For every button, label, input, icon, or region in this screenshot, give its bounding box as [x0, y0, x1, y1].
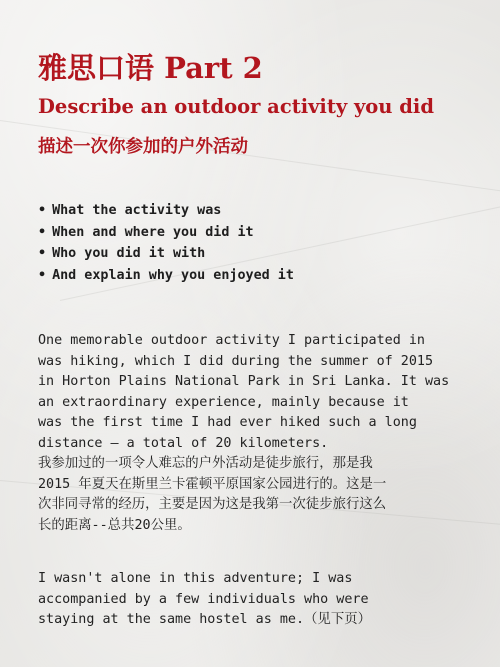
paragraph-line: distance – a total of 20 kilometers.	[38, 435, 329, 451]
bullet-icon: •	[38, 224, 47, 240]
topic-english: Describe an outdoor activity you did	[38, 95, 434, 118]
cue-card-item: • When and where you did it	[38, 224, 254, 240]
cue-card-item: • Who you did it with	[38, 246, 206, 261]
paragraph-line: 2015 年夏天在斯里兰卡霍顿平原国家公园进行的。这是一	[38, 476, 387, 492]
paragraph-line: I wasn't alone in this adventure; I was	[38, 571, 353, 586]
answer-paragraph-1	[38, 331, 468, 536]
paragraph-line: One memorable outdoor activity I participated in	[38, 333, 425, 348]
paragraph-line: was the first time I had ever hiked such a long	[38, 415, 417, 430]
bullet-icon: •	[38, 246, 47, 261]
bullet-icon: •	[38, 267, 47, 283]
paragraph-line: an extraordinary experience, mainly because it	[38, 394, 409, 410]
cue-card-item: • And explain why you enjoyed it	[38, 267, 294, 283]
paragraph-line: accompanied by a few individuals who were	[38, 591, 369, 607]
paragraph-line: was hiking, which I did during the summer of 2015	[38, 353, 434, 369]
page-title: 雅思口语 Part 2	[38, 51, 263, 85]
paragraph-line: 我参加过的一项令人难忘的户外活动是徒步旅行，那是我	[38, 456, 373, 471]
cue-card-list	[38, 200, 294, 286]
cue-card-item: • What the activity was	[38, 203, 222, 218]
paragraph-line: staying at the same hostel as me.（见下页）	[38, 612, 371, 627]
bullet-icon: •	[38, 203, 47, 218]
topic-chinese: 描述一次你参加的户外活动	[38, 137, 248, 157]
paragraph-line: 次非同寻常的经历，主要是因为这是我第一次徒步旅行这么	[38, 497, 387, 512]
paragraph-line: in Horton Plains National Park in Sri Lanka. It was	[38, 374, 450, 389]
answer-paragraph-2	[38, 569, 468, 631]
paragraph-line: 长的距离--总共20公里。	[38, 517, 191, 533]
